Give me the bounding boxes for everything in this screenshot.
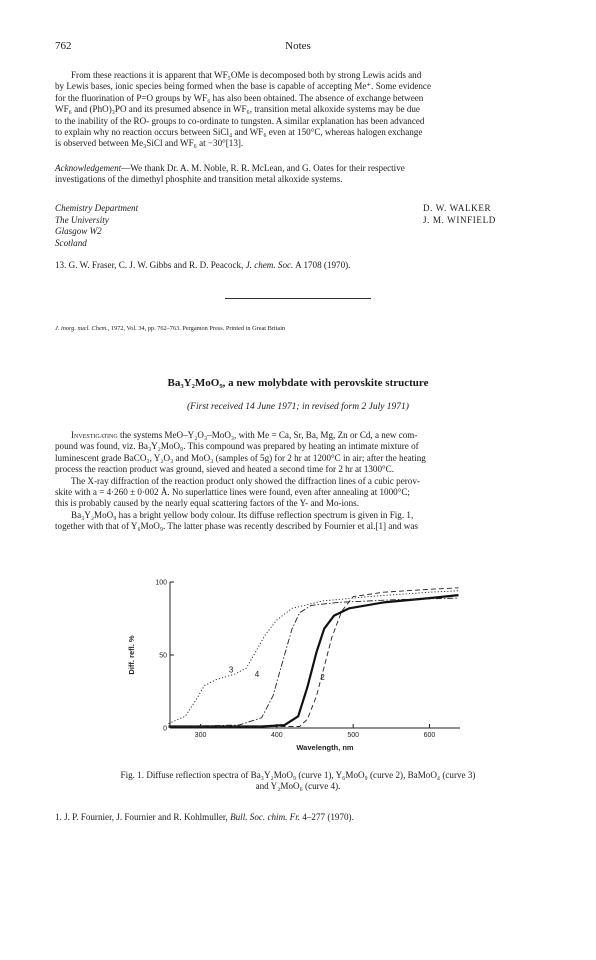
chart-ticks bbox=[155, 580, 435, 740]
received-dates: (First received 14 June 1971; in revised form 2 July 1971) bbox=[187, 402, 409, 412]
text-line bbox=[55, 430, 533, 441]
running-head bbox=[55, 40, 541, 56]
reference-details: A 1708 (1970). bbox=[293, 260, 351, 270]
reference-journal: J. chem. Soc. bbox=[245, 260, 294, 270]
text-line: for the fluorination of P=O groups by WF₆ has also been obtained. The absence of exchange between bbox=[55, 92, 424, 103]
text-line: pound was found, viz. Ba₃Y₂MoO₉. This compound was prepared by heating an intimate mixture of bbox=[55, 441, 419, 452]
text-line: to explain why no reaction occurs between SiCl₄ and WF₆ even at 150°C, whereas halogen exchange bbox=[55, 127, 423, 138]
reference-journal: Bull. Soc. chim. Fr. bbox=[230, 812, 301, 822]
text-line: together with that of Y₆MoO₉. The latter phase was recently described by Fournier et al.[1] and was bbox=[55, 521, 418, 532]
chart-curves bbox=[169, 588, 459, 727]
page-number: 762 bbox=[55, 40, 72, 52]
address-line: Chemistry Department bbox=[55, 203, 139, 213]
x-tick-label: 600 bbox=[423, 732, 436, 739]
figure-caption bbox=[70, 770, 526, 793]
section-title: Notes bbox=[285, 40, 311, 52]
text-line: luminescent grade BaCO₃, Y₂O₃ and MoO₃ (samples of 5g) for 2 hr at 1200°C in air; after the heating bbox=[55, 452, 426, 463]
caption-line: Fig. 1. Diffuse reflection spectra of Ba₃Y₂MoO₉ (curve 1), Y₆MoO₉ (curve 2), BaMoO₄ (curve 3) bbox=[120, 770, 476, 780]
text-line: skite with a = 4·260 ± 0·002 Å. No superlattice lines were found, even after annealing at 1000°C; bbox=[55, 487, 410, 497]
x-tick-label: 300 bbox=[194, 732, 207, 739]
reference-details: 4–277 (1970). bbox=[300, 812, 354, 822]
text-line: WF₆ and (PhO)₃PO and its presumed absence in WF₆, transition metal alkoxide systems may be due bbox=[55, 104, 420, 115]
acknowledgement-heading: Acknowledgement bbox=[55, 163, 122, 173]
y-tick-label: 0 bbox=[163, 725, 167, 733]
paragraph-body-2 bbox=[55, 476, 533, 510]
text-line: by Lewis bases, ionic species being formed when the base is capable of accepting Me⁺. Some evidence bbox=[55, 81, 432, 92]
x-tick-label: 500 bbox=[347, 732, 360, 739]
author-name: D. W. WALKER bbox=[423, 203, 492, 213]
reference-13 bbox=[55, 260, 533, 271]
address-line: Scotland bbox=[55, 237, 87, 248]
lead-in-word: Investigating bbox=[71, 430, 118, 440]
text-line: to the inability of the RO- groups to co-ordinate to tungsten. A similar explanation has been advanced bbox=[55, 115, 425, 126]
author-list bbox=[423, 203, 533, 226]
reflection-chart bbox=[110, 578, 490, 758]
curve-label: 3 bbox=[228, 665, 234, 675]
curve-1 bbox=[169, 595, 459, 726]
x-axis-title: Wavelength, nm bbox=[296, 743, 354, 752]
text-line: this is probably caused by the nearly equal scattering factors of the Y- and Mo-ions. bbox=[55, 498, 359, 509]
signature-block bbox=[55, 203, 533, 253]
curve-2 bbox=[169, 588, 459, 727]
text-run: the systems MeO–Y₂O₃–MoO₃, with Me = Ca, Sr, Ba, Mg, Zn or Cd, a new com- bbox=[117, 430, 418, 440]
text-line: The X-ray diffraction of the reaction product only showed the diffraction lines of a cubic perov- bbox=[71, 475, 420, 486]
figure-1 bbox=[110, 578, 490, 758]
text-line: is observed between Me₃SiCl and WF₆ at −30°[13]. bbox=[55, 138, 244, 149]
journal-citation bbox=[55, 325, 285, 332]
caption-line: and Y₂MoO₆ (curve 4). bbox=[255, 781, 341, 792]
paragraph-body-3 bbox=[55, 510, 533, 533]
section-divider bbox=[225, 298, 371, 299]
paragraph-body-1 bbox=[55, 430, 533, 476]
text-line: investigations of the dimethyl phosphite and transition metal alkoxide systems. bbox=[55, 174, 343, 185]
curve-3 bbox=[169, 591, 459, 724]
acknowledgement-text: —We thank Dr. A. M. Noble, R. R. McLean, and G. Oates for their respective bbox=[121, 163, 405, 173]
institution-address bbox=[55, 203, 138, 249]
article-title: Ba₃Y₂MoO₉, a new molybdate with perovskite structure bbox=[167, 377, 429, 389]
author-name: J. M. WINFIELD bbox=[423, 214, 496, 225]
text-line: Ba₃Y₂MoO₉ has a bright yellow body colour. Its diffuse reflection spectrum is given in Fig. 1, bbox=[71, 509, 414, 520]
y-tick-label: 50 bbox=[159, 652, 167, 660]
curve-label: 4 bbox=[254, 669, 260, 679]
address-line: The University bbox=[55, 214, 109, 225]
address-line: Glasgow W2 bbox=[55, 226, 102, 237]
text-line: From these reactions it is apparent that WF₅OMe is decomposed both by strong Lewis acids and bbox=[71, 70, 422, 80]
reference-1 bbox=[55, 812, 533, 823]
x-tick-label: 400 bbox=[270, 732, 283, 739]
y-axis-title: Diff. refl. % bbox=[127, 635, 136, 675]
acknowledgement bbox=[55, 163, 533, 186]
text-line: process the reaction product was ground, sieved and heated a second time for 2 hr at 1300°C. bbox=[55, 464, 394, 475]
reference-authors: 1. J. P. Fournier, J. Fournier and R. Kohlmuller, bbox=[55, 812, 231, 822]
curve-label: 2 bbox=[320, 672, 325, 682]
reference-authors: 13. G. W. Fraser, C. J. W. Gibbs and R. D. Peacock, bbox=[55, 260, 246, 270]
citation-details: , 1972, Vol. 34, pp. 762–763. Pergamon Press. Printed in Great Britain bbox=[107, 325, 286, 332]
citation-journal: J. inorg. nucl. Chem. bbox=[55, 325, 108, 332]
text-line bbox=[55, 163, 533, 174]
paragraph-conclusion bbox=[55, 70, 533, 150]
y-tick-label: 100 bbox=[155, 579, 167, 587]
